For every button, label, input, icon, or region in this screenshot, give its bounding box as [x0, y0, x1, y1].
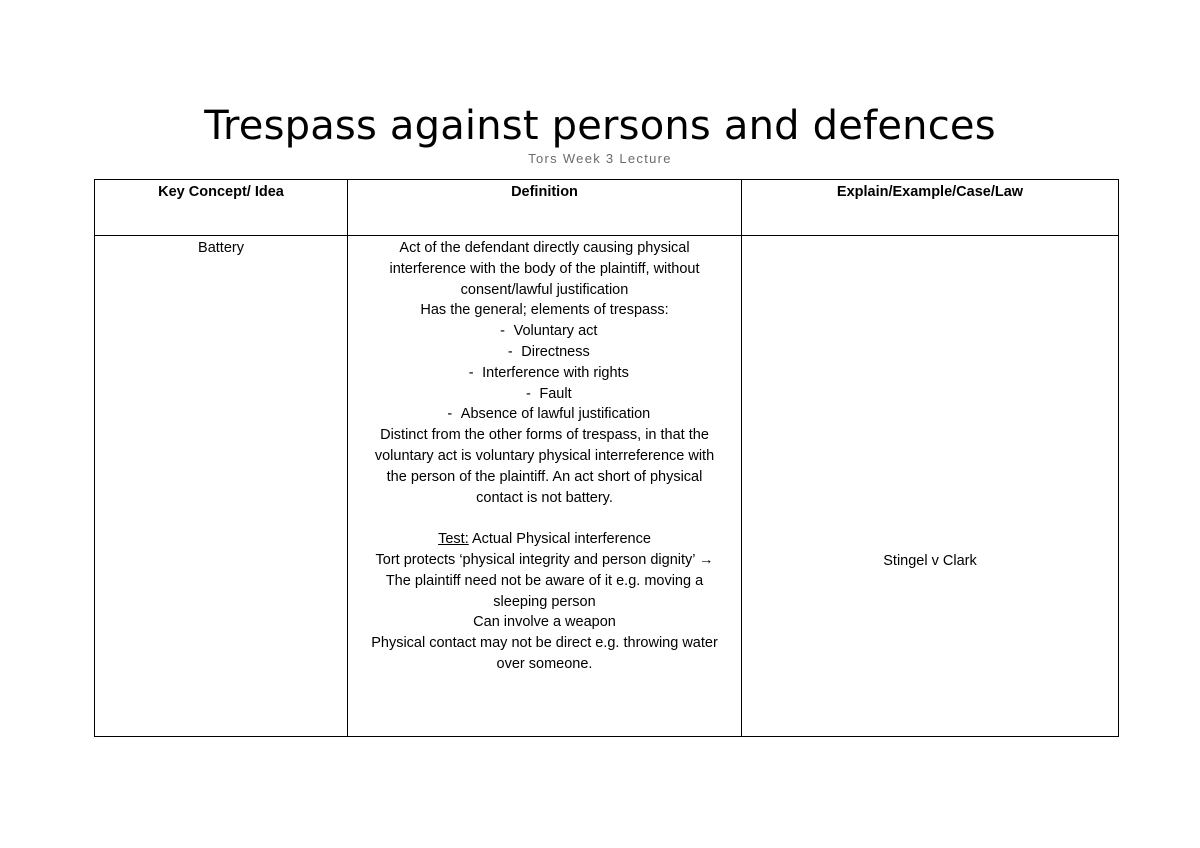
element-list-item	[356, 404, 733, 425]
dash-bullet-icon: -	[447, 406, 453, 423]
definition-line: interference with the body of the plaintiff, without	[389, 260, 700, 277]
test-line	[356, 529, 733, 550]
definition-line: the person of the plaintiff. An act short of physical	[386, 468, 703, 485]
dash-bullet-icon: -	[507, 343, 513, 360]
element-list-item	[356, 384, 733, 405]
definition-line: The plaintiff need not be aware of it e.g. moving a	[385, 572, 704, 589]
dash-bullet-icon: -	[500, 323, 505, 340]
definition-line: consent/lawful justification	[460, 281, 629, 298]
example-cell	[742, 236, 1119, 737]
table-row	[95, 236, 1119, 737]
header-definition: Definition	[348, 180, 742, 236]
concept-cell	[95, 236, 348, 737]
definition-line: sleeping person	[493, 593, 596, 610]
definition-line: Tort protects ‘physical integrity and person dignity’ →	[375, 551, 714, 568]
dash-bullet-icon: -	[468, 364, 474, 381]
element-list-item	[356, 342, 733, 363]
definition-line: Physical contact may not be direct e.g. throwing water	[371, 635, 718, 652]
notes-table	[94, 179, 1119, 737]
document-title: Trespass against persons and defences	[204, 103, 996, 149]
definition-cell	[348, 236, 742, 737]
definition-line: contact is not battery.	[476, 489, 613, 506]
blank-line	[356, 508, 733, 529]
definition-line: over someone.	[496, 655, 593, 672]
element-text: Directness	[521, 343, 590, 360]
dash-bullet-icon: -	[525, 385, 531, 402]
header-key-concept: Key Concept/ Idea	[95, 180, 348, 236]
element-list-item	[356, 363, 733, 384]
definition-line: Can involve a weapon	[473, 614, 616, 631]
header-explain-example: Explain/Example/Case/Law	[742, 180, 1119, 236]
element-list-item	[356, 321, 733, 342]
concept-text: Battery	[198, 240, 244, 256]
document-subtitle: Tors Week 3 Lecture	[528, 151, 672, 166]
test-label: Test:	[438, 531, 469, 548]
table-header-row	[95, 180, 1119, 236]
element-text: Fault	[539, 385, 572, 402]
element-text: Absence of lawful justification	[460, 406, 651, 423]
definition-line: Distinct from the other forms of trespass, in that the	[380, 427, 709, 444]
test-text: Actual Physical interference	[468, 531, 651, 548]
definition-line: Has the general; elements of trespass:	[420, 302, 669, 319]
case-name: Stingel v Clark	[883, 553, 977, 569]
definition-line: voluntary act is voluntary physical interreference with	[374, 447, 715, 464]
element-text: Voluntary act	[513, 323, 598, 340]
element-text: Interference with rights	[482, 364, 629, 381]
definition-line: Act of the defendant directly causing physical	[399, 240, 690, 256]
